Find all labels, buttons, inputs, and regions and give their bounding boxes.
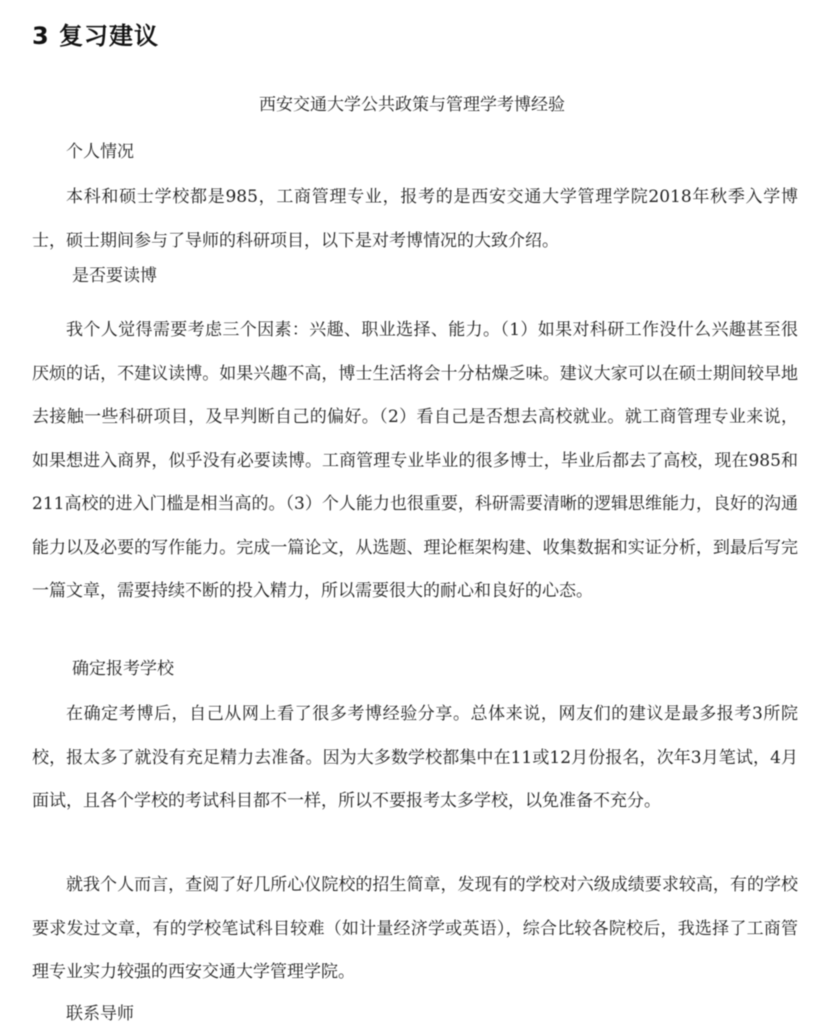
paragraph-choose-schools-2: 就我个人而言，查阅了好几所心仪院校的招生简章，发现有的学校对六级成绩要求较高，有的学校要求发过文章，有的学校笔试科目较难（如计量经济学或英语），综合比较各院校后，我选择了工商管理专业实力较强的西安交通大学管理学院。 — [32, 875, 798, 982]
paragraph-choose-schools-1: 在确定考博后，自己从网上看了很多考博经验分享。总体来说，网友们的建议是最多报考3所院校，报太多了就没有充足精力去准备。因为大多数学校都集中在11或12月份报名，次年3月笔试，4月面试，且各个学校的考试科目都不一样，所以不要报考太多学校，以免准备不充分。 — [32, 704, 798, 811]
document-title: 西安交通大学公共政策与管理学考博经验 — [259, 95, 565, 115]
subheading-whether-to-pursue-phd: 是否要读博 — [72, 266, 157, 286]
paragraph-personal-situation: 本科和硕士学校都是985，工商管理专业，报考的是西安交通大学管理学院2018年秋季入学博士，硕士期间参与了导师的科研项目，以下是对考博情况的大致介绍。 — [32, 187, 798, 251]
subheading-personal-situation: 个人情况 — [66, 142, 134, 162]
subheading-choose-schools: 确定报考学校 — [72, 659, 174, 679]
subheading-contact-advisor: 联系导师 — [66, 1004, 134, 1024]
section-heading: 3 复习建议 — [32, 22, 160, 50]
paragraph-whether-to-pursue-phd: 我个人觉得需要考虑三个因素：兴趣、职业选择、能力。（1）如果对科研工作没什么兴趣甚至很厌烦的话，不建议读博。如果兴趣不高，博士生活将会十分枯燥乏味。建议大家可以在硕士期间较早地去接触一些科研项目，及早判断自己的偏好。（2）看自己是否想去高校就业。就工商管理专业来说，如果想进入商界，似乎没有必要读博。工商管理专业毕业的很多博士，毕业后都去了高校，现在985和211高校的进入门槛是相当高的。（3）个人能力也很重要，科研需要清晰的逻辑思维能力，良好的沟通能力以及必要的写作能力。完成一篇论文，从选题、理论框架构建、收集数据和实证分析，到最后写完一篇文章，需要持续不断的投入精力，所以需要很大的耐心和良好的心态。 — [32, 320, 798, 601]
